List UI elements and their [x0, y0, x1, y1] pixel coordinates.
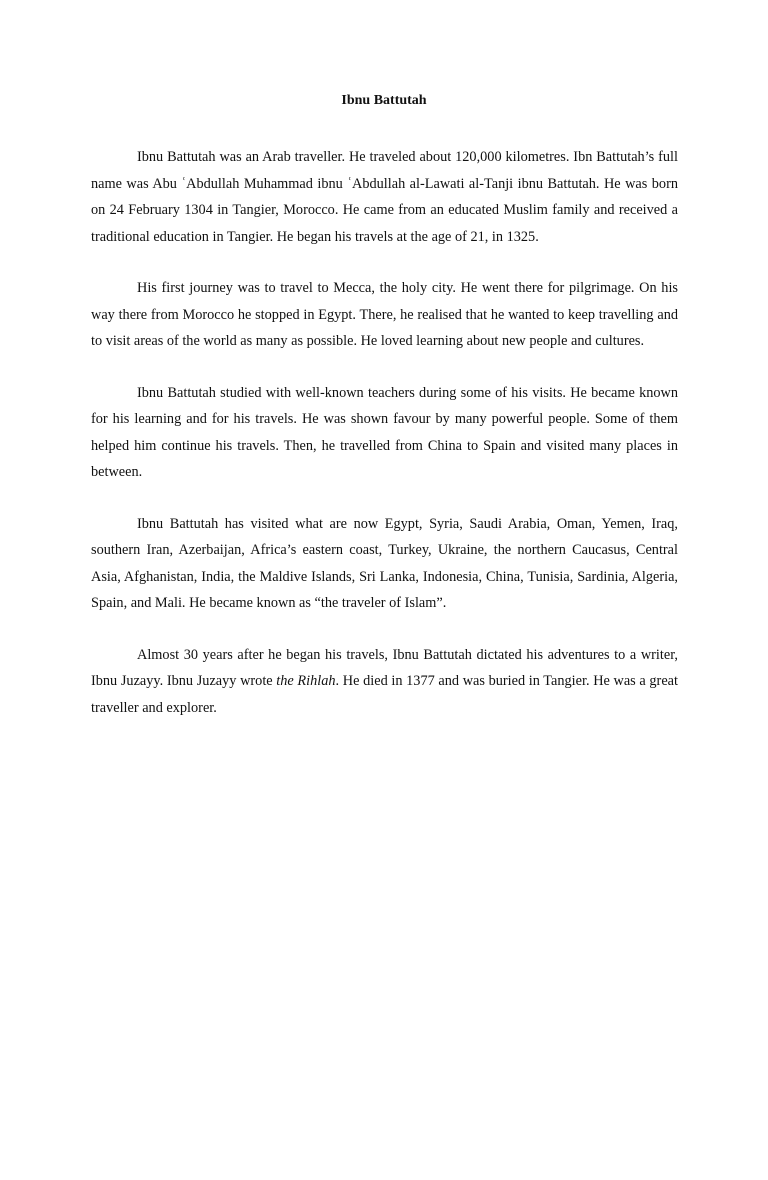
document-body	[91, 144, 678, 746]
paragraph-first-journey: His first journey was to travel to Mecca, the holy city. He went there for pilgrimage. On his way there from Morocco he stopped in Egypt. There, he realised that he wanted to keep travelling and to visit areas of the world as many as possible. He loved learning about new people and cultures.	[91, 280, 678, 349]
rihlah-text-after: . He died in 1377 and was buried in Tangier. He was a great traveller and explorer.	[91, 673, 678, 716]
paragraph-introduction: Ibnu Battutah was an Arab traveller. He traveled about 120,000 kilometres. Ibn Battutah’s full name was Abu ʿAbdullah Muhammad ibnu ʿAbdullah al-Lawati al-Tanji ibnu Battutah. He was born on 24 February 1304 in Tangier, Morocco. He came from an educated Muslim family and received a traditional education in Tangier. He began his travels at the age of 21, in 1325.	[91, 149, 678, 245]
rihlah-text-before: Almost 30 years after he began his travels, Ibnu Battutah dictated his adventures to a writer, Ibnu Juzayy. Ibnu Juzayy wrote	[91, 646, 678, 689]
paragraph-places-visited: Ibnu Battutah has visited what are now Egypt, Syria, Saudi Arabia, Oman, Yemen, Iraq, southern Iran, Azerbaijan, Africa’s eastern coast, Turkey, Ukraine, the northern Caucasus, Central Asia, Afghanistan, India, the Maldive Islands, Sri Lanka, Indonesia, China, Tunisia, Sardinia, Algeria, Spain, and Mali. He became known as “the traveler of Islam”.	[91, 515, 678, 611]
paragraph-studies: Ibnu Battutah studied with well-known teachers during some of his visits. He became known for his learning and for his travels. He was shown favour by many powerful people. Some of them helped him continue his travels. Then, he travelled from China to Spain and visited many places in between.	[91, 384, 678, 480]
document-title: Ibnu Battutah	[341, 93, 427, 108]
paragraph-rihlah	[91, 642, 678, 722]
rihlah-title: the Rihlah	[276, 673, 336, 689]
